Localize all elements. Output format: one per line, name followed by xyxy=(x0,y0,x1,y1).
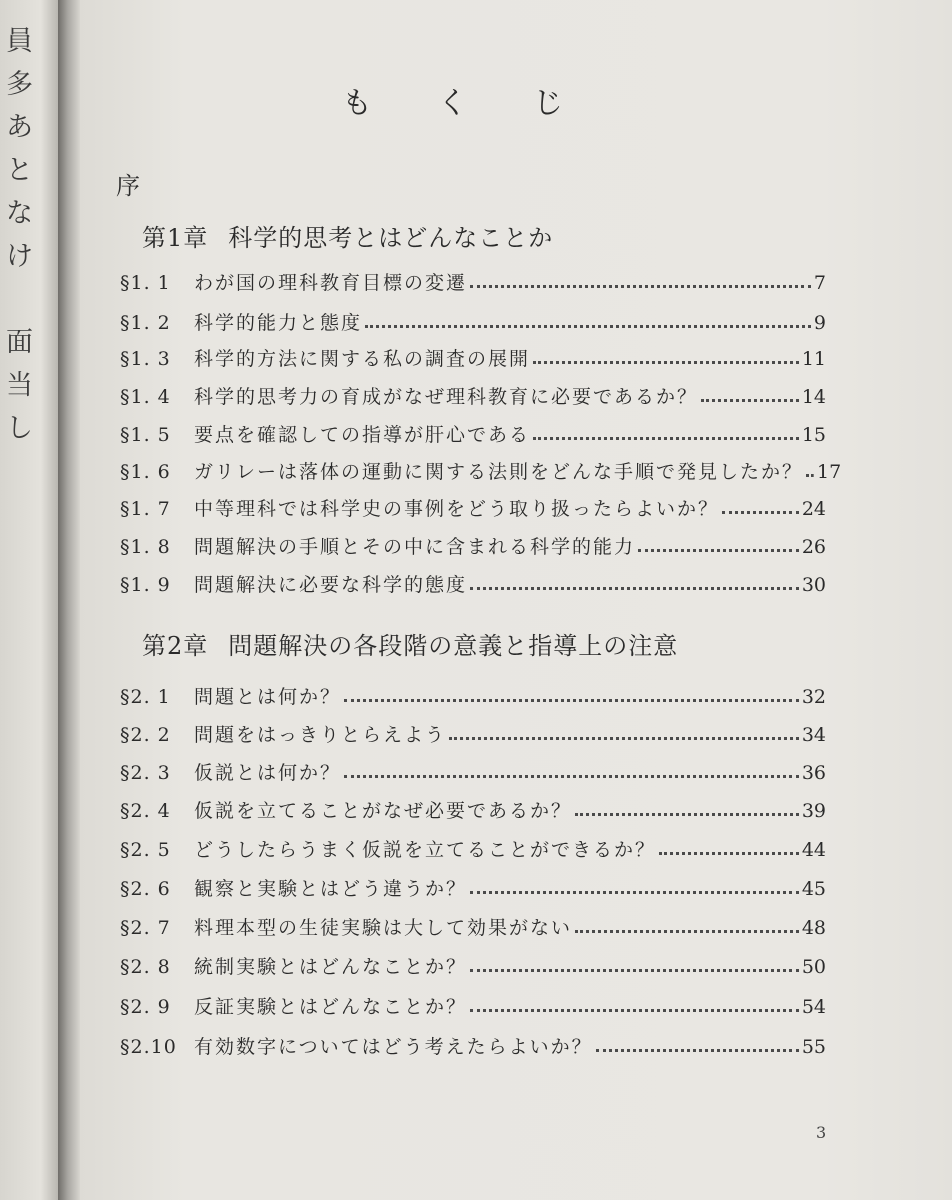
entry-number: §1. 9 xyxy=(120,574,171,596)
entry-number: §2. 3 xyxy=(120,762,171,784)
entry-page: 48 xyxy=(801,917,826,939)
leader-dots xyxy=(344,699,799,702)
entry-number: §2. 5 xyxy=(120,839,171,861)
leader-dots xyxy=(575,813,799,816)
toc-entry[interactable] xyxy=(120,420,826,450)
leader-dots xyxy=(470,1009,799,1012)
toc-entry[interactable] xyxy=(120,532,826,562)
leader-dots xyxy=(344,775,799,778)
toc-entry[interactable] xyxy=(120,308,826,338)
leader-dots xyxy=(575,930,799,933)
toc-entry[interactable] xyxy=(120,570,826,600)
entry-number: §2. 7 xyxy=(120,917,171,939)
entry-title: 科学的能力と態度 xyxy=(194,312,363,334)
entry-number: §1. 2 xyxy=(120,312,171,334)
entry-number: §1. 5 xyxy=(120,424,171,446)
entry-number: §1. 1 xyxy=(120,272,171,294)
leader-dots xyxy=(449,737,799,740)
leader-dots xyxy=(533,437,799,440)
leader-dots xyxy=(470,285,811,288)
entry-title: 仮説とは何か？ xyxy=(194,762,342,784)
toc-entry[interactable] xyxy=(120,494,826,524)
toc-entry[interactable] xyxy=(120,1032,826,1062)
entry-title: 統制実験とはどんなことか？ xyxy=(194,956,468,978)
entry-page: 39 xyxy=(801,800,826,822)
entry-number: §2. 2 xyxy=(120,724,171,746)
entry-title: 要点を確認しての指導が肝心である xyxy=(194,424,531,446)
entry-number: §1. 8 xyxy=(120,536,171,558)
entry-number: §1. 3 xyxy=(120,348,171,370)
entry-page: 7 xyxy=(813,272,826,294)
entry-number: §2. 1 xyxy=(120,686,171,708)
entry-title: 料理本型の生徒実験は大して効果がない xyxy=(194,917,573,939)
leader-dots xyxy=(806,474,814,477)
leader-dots xyxy=(470,587,799,590)
left-page-text: 員 多 あ と な け 面 当 し xyxy=(6,26,33,444)
leader-dots xyxy=(470,891,799,894)
entry-page: 15 xyxy=(801,424,826,446)
entry-number: §1. 7 xyxy=(120,498,171,520)
entry-page: 11 xyxy=(801,348,826,370)
toc-entry[interactable] xyxy=(120,344,826,374)
entry-title: 問題をはっきりとらえよう xyxy=(194,724,447,746)
entry-title: わが国の理科教育目標の変遷 xyxy=(194,272,468,294)
entry-title: ガリレーは落体の運動に関する法則をどんな手順で発見したか？ xyxy=(194,461,804,483)
chapter-number: 第1章 xyxy=(142,224,209,252)
toc-entry[interactable] xyxy=(120,874,826,904)
entry-page: 9 xyxy=(813,312,826,334)
toc-entry[interactable] xyxy=(120,720,826,750)
leader-dots xyxy=(701,399,799,402)
entry-page: 32 xyxy=(801,686,826,708)
entry-title: 反証実験とはどんなことか？ xyxy=(194,996,468,1018)
entry-number: §2. 4 xyxy=(120,800,171,822)
entry-title: 科学的思考力の育成がなぜ理科教育に必要であるか？ xyxy=(194,386,699,408)
toc-entry[interactable] xyxy=(120,952,826,982)
toc-entry[interactable] xyxy=(120,682,826,712)
left-page-edge xyxy=(0,0,58,1200)
entry-number: §1. 6 xyxy=(120,461,171,483)
entry-number: §2. 8 xyxy=(120,956,171,978)
entry-title: 問題解決の手順とその中に含まれる科学的能力 xyxy=(194,536,636,558)
chapter-title: 科学的思考とはどんなことか xyxy=(228,224,554,252)
chapter-title: 問題解決の各段階の意義と指導上の注意 xyxy=(228,632,679,660)
entry-number: §2.10 xyxy=(120,1036,177,1058)
entry-title: 科学的方法に関する私の調査の展開 xyxy=(194,348,531,370)
leader-dots xyxy=(596,1049,799,1052)
preface-heading: 序 xyxy=(116,172,140,200)
book-gutter xyxy=(58,0,80,1200)
entry-page: 45 xyxy=(801,878,826,900)
toc-entry[interactable] xyxy=(120,268,826,298)
entry-page: 55 xyxy=(801,1036,826,1058)
entry-page: 36 xyxy=(801,762,826,784)
entry-page: 54 xyxy=(801,996,826,1018)
entry-page: 14 xyxy=(801,386,826,408)
entry-page: 26 xyxy=(801,536,826,558)
toc-entry[interactable] xyxy=(120,457,842,487)
entry-page: 24 xyxy=(801,498,826,520)
entry-page: 50 xyxy=(801,956,826,978)
page-number: 3 xyxy=(816,1123,827,1142)
leader-dots xyxy=(533,361,799,364)
toc-title: も く じ xyxy=(342,86,592,121)
toc-entry[interactable] xyxy=(120,382,826,412)
toc-entry[interactable] xyxy=(120,992,826,1022)
entry-page: 44 xyxy=(801,839,826,861)
leader-dots xyxy=(470,969,799,972)
toc-entry[interactable] xyxy=(120,796,826,826)
entry-number: §2. 6 xyxy=(120,878,171,900)
toc-entry[interactable] xyxy=(120,758,826,788)
chapter-number: 第2章 xyxy=(142,632,209,660)
chapter-1-heading xyxy=(142,218,553,253)
entry-title: 中等理科では科学史の事例をどう取り扱ったらよいか？ xyxy=(194,498,720,520)
entry-title: 仮説を立てることがなぜ必要であるか？ xyxy=(194,800,573,822)
leader-dots xyxy=(659,852,799,855)
entry-page: 30 xyxy=(801,574,826,596)
entry-title: 問題解決に必要な科学的態度 xyxy=(194,574,468,596)
entry-page: 34 xyxy=(801,724,826,746)
entry-title: 有効数字についてはどう考えたらよいか？ xyxy=(194,1036,593,1058)
leader-dots xyxy=(638,549,799,552)
leader-dots xyxy=(722,511,799,514)
entry-title: 問題とは何か？ xyxy=(194,686,342,708)
entry-number: §1. 4 xyxy=(120,386,171,408)
toc-entry[interactable] xyxy=(120,835,826,865)
chapter-2-heading xyxy=(142,626,678,661)
entry-title: どうしたらうまく仮説を立てることができるか？ xyxy=(194,839,657,861)
leader-dots xyxy=(365,325,811,328)
entry-page: 17 xyxy=(817,461,842,483)
toc-entry[interactable] xyxy=(120,913,826,943)
entry-number: §2. 9 xyxy=(120,996,171,1018)
entry-title: 観察と実験とはどう違うか？ xyxy=(194,878,468,900)
